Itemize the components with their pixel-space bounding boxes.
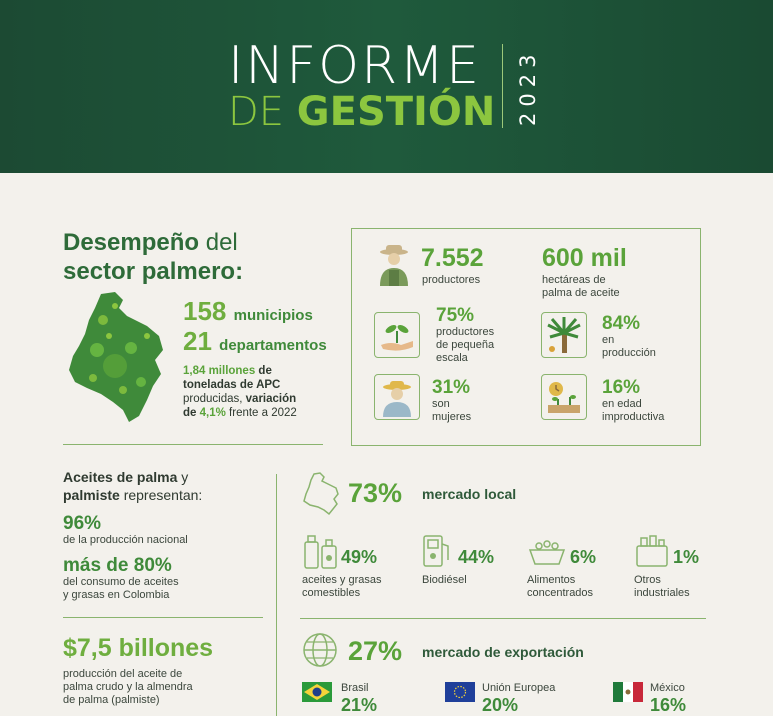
local-item-1-lbl: aceites y grasas comestibles [302,574,382,599]
hectareas-num: 600 mil [542,244,627,272]
desempeno-title-bold: Desempeño [63,229,200,256]
header-banner [0,0,773,173]
local-item-3-lbl: Alimentos concentrados [527,574,594,599]
mercado-export-lbl: mercado de exportación [422,644,584,660]
produccion-text: 1,84 millones de toneladas de APC producidas, variación de 4,1% frente a 2022 [183,365,297,419]
mujeres-num: 31% [432,377,471,398]
export-ue-pct: 20% [482,695,519,715]
colombia-map-icon [63,290,168,430]
improd-lbl: en edad improductiva [602,398,665,423]
local-item-4-pct: 1% [673,547,700,567]
export-brasil-lbl: Brasil [341,682,369,694]
municipios-stat: 158 municipios [183,296,313,326]
desempeno-title [63,228,243,286]
improd-num: 16% [602,377,641,398]
colombia-outline-icon [300,472,340,516]
plant-hand-icon [374,312,420,358]
hectareas-lbl: hectáreas de palma de aceite [542,274,620,299]
header-year: 2023 [516,48,540,126]
aceites-p2-num: más de 80% [63,555,172,576]
vertical-divider [276,474,277,716]
mujeres-lbl: son mujeres [432,398,472,423]
woman-farmer-icon [374,374,420,420]
fuel-pump-icon [420,532,456,570]
aceites-title: Aceites de palma y palmiste representan: [63,469,203,503]
produccion-num: 84% [602,313,641,334]
header-gestion: GESTIÓN [296,89,496,135]
farmer-icon [374,242,414,288]
local-item-1-pct: 49% [341,547,378,567]
feed-bowl-icon [527,536,567,568]
aceites-p2-lbl: del consumo de aceites y grasas en Colombia [63,576,179,601]
local-item-3-pct: 6% [570,547,597,567]
divider [300,618,706,619]
aceites-p1-num: 96% [63,513,102,534]
pequena-num: 75% [436,305,475,326]
produccion-lbl: en producción [602,334,656,359]
oil-bottles-icon [302,532,340,570]
mercado-local-lbl: mercado local [422,486,517,502]
productores-lbl: productores [422,274,481,286]
header-title-line2 [228,89,496,135]
header-divider [502,44,503,128]
export-mexico-pct: 16% [650,695,687,715]
palm-tree-icon [541,312,587,358]
divider [63,444,323,445]
departamentos-stat: 21 departamentos [183,326,327,356]
header-de: DE [228,89,297,135]
header-title-line1: INFORME [228,36,481,96]
mercado-local-pct: 73% [348,478,403,508]
desempeno-title-rest: del [199,229,238,256]
industrial-products-icon [634,532,670,570]
productores-num: 7.552 [421,244,484,272]
brazil-flag-icon [302,682,332,702]
mexico-flag-icon [613,682,643,702]
globe-icon [302,632,338,668]
pequena-lbl: productores de pequeña escala [436,326,495,364]
export-mexico-lbl: México [650,682,685,694]
eu-flag-icon [445,682,475,702]
export-brasil-pct: 21% [341,695,378,715]
billones-num: $7,5 billones [63,634,214,662]
local-item-2-pct: 44% [458,547,495,567]
desempeno-title-line2: sector palmero: [63,258,244,285]
divider [63,617,263,618]
export-ue-lbl: Unión Europea [482,682,556,694]
local-item-2-lbl: Biodiésel [422,574,467,586]
mercado-export-pct: 27% [348,636,403,666]
seedling-clock-icon [541,374,587,420]
billones-lbl: producción del aceite de palma crudo y la almendra de palma (palmiste) [63,668,193,706]
local-item-4-lbl: Otros industriales [634,574,690,599]
aceites-p1-lbl: de la producción nacional [63,534,188,546]
